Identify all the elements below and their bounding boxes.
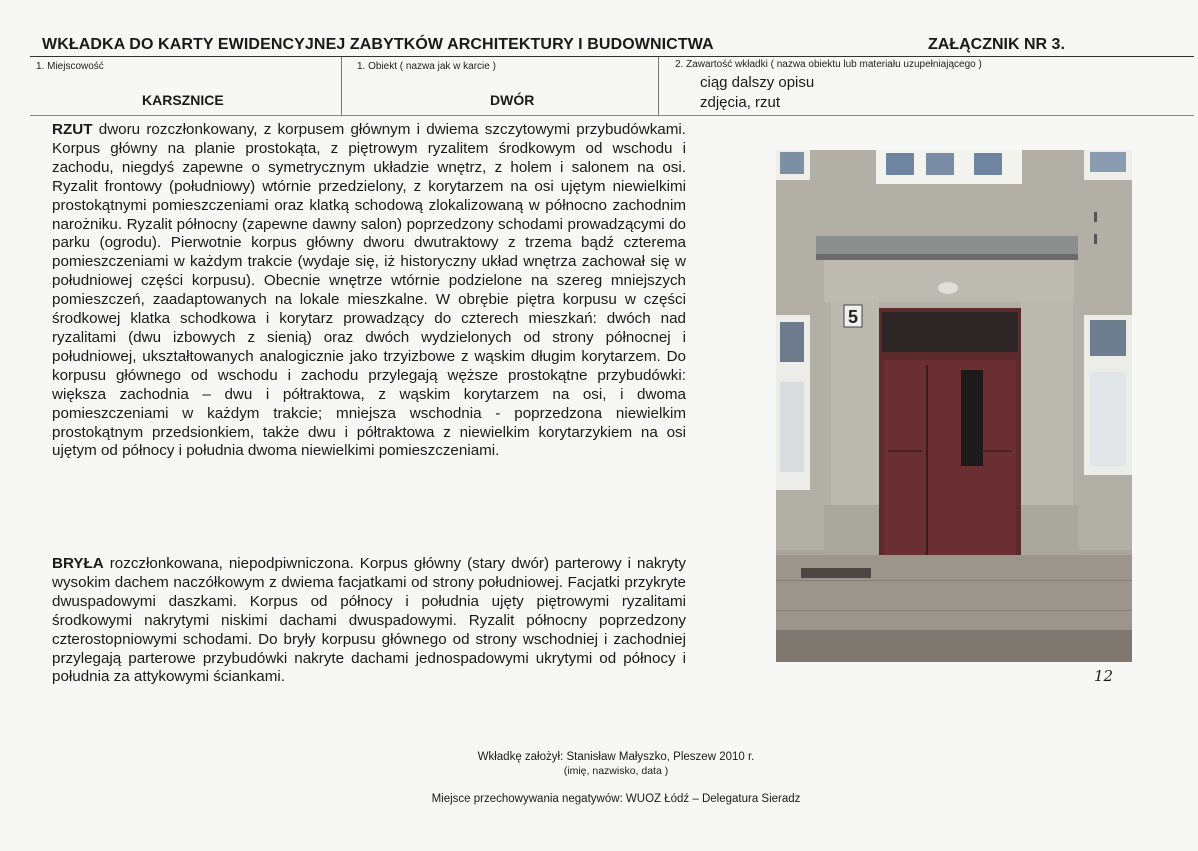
mass-text: rozczłonkowana, niepodpiwniczona. Korpus główny (stary dwór) parterowy i nakryty wysokim dachem naczółkowym z dwiema facjatkami od strony południowej. Facjatki przykryte dwuspadowymi daszkami. Korpus od północy i południa ujęty piętrowymi ryzalitami środkowymi nakrytymi niskimi dachami dwuspadowymi. Ryzalit północny poprzedzony czterostopniowymi schodami. Do bryły korpusu głównego od strony wschodniej i zachodniej przylegają parterowe przybudówki nakryte dachami jednospadowymi ukrytymi od północy i południa za attykowymi ściankami. [52,555,686,686]
table-top-rule [30,56,1194,57]
table-divider [658,57,659,115]
mass-heading: BRYŁA [52,555,104,572]
contents-line-1: ciąg dalszy opisu [700,74,815,91]
plan-description [52,121,686,461]
table-bottom-rule [30,115,1194,116]
annex-label: ZAŁĄCZNIK NR 3. [928,36,1065,53]
photo-illustration [776,150,1132,662]
page-number: 12 [1094,667,1114,685]
object-label: 1. Obiekt ( nazwa jak w karcie ) [357,61,496,72]
header-title: WKŁADKA DO KARTY EWIDENCYJNEJ ZABYTKÓW ARCHITEKTURY I BUDOWNICTWA [42,36,714,53]
footer-storage: Miejsce przechowywania negatywów: WUOZ Łódź – Delegatura Sieradz [431,793,801,805]
plan-heading: RZUT [52,121,93,138]
locality-value: KARSZNICE [142,92,224,108]
footer-author: Wkładkę założył: Stanisław Małyszko, Pleszew 2010 r. [477,751,755,763]
contents-label: 2. Zawartość wkładki ( nazwa obiektu lub materiału uzupełniającego ) [675,59,982,70]
contents-line-2: zdjęcia, rzut [700,94,781,111]
locality-label: 1. Miejscowość [36,61,104,72]
mass-description [52,555,686,687]
plan-text: dworu rozczłonkowany, z korpusem głównym i dwiema szczytowymi przybudówkami. Korpus główny na planie prostokąta, z piętrowym ryzalitem środkowym od wschodu i zachodu, niegdyś zapewne o symetrycznym układzie wnętrz, z holem i salonem na osi. Ryzalit frontowy (południowy) wtórnie przedzielony, z korytarzem na osi ujętym niewielkimi prostokątnymi pomieszczeniami oraz klatką schodową zlokalizowaną w północno zachodnim narożniku. Ryzalit północny (zapewne dawny salon) poprzedzony schodami prowadzącymi do parku (ogrodu). Pierwotnie korpus główny dworu dwutraktowy z trzema bądź czterema pomieszczeniami w każdym trakcie (wydaje się, iż historyczny układ wnętrza zachował się w południowej części korpusu). Obecnie wnętrze wtórnie podzielone na szereg mniejszych pomieszczeń, zaadaptowanych na lokale mieszkalne. W obrębie piętra korpusu w części środkowej klatka schodkowa i korytarz prowadzący do czterech mieszkań: dwóch nad ryzalitami (dwu izbowych z sienią) oraz dwóch wydzielonych od strony północnej i południowej, ukształtowanych analogicznie jako trzyizbowe z wąskim długim korytarzem. Do korpusu głównego od wschodu i zachodu przylegają węższe prostokątne przybudówki: większa zachodnia – dwu i półtraktowa, z wąskim korytarzem na osi, i dwoma pomieszczeniami w każdym trakcie; mniejsza wschodnia - poprzedzona niewielkim prostokątnym przedsionkiem, także dwu i półtraktowa z niewielkim korytarzykiem na osi ujętym od północy i południa dwoma niewielkimi pomieszczeniami. [52,121,686,460]
table-divider [341,57,342,115]
footer-author-hint: (imię, nazwisko, data ) [563,765,669,777]
entrance-photo [776,150,1132,662]
object-value: DWÓR [490,92,535,108]
house-number: 5 [847,307,859,327]
